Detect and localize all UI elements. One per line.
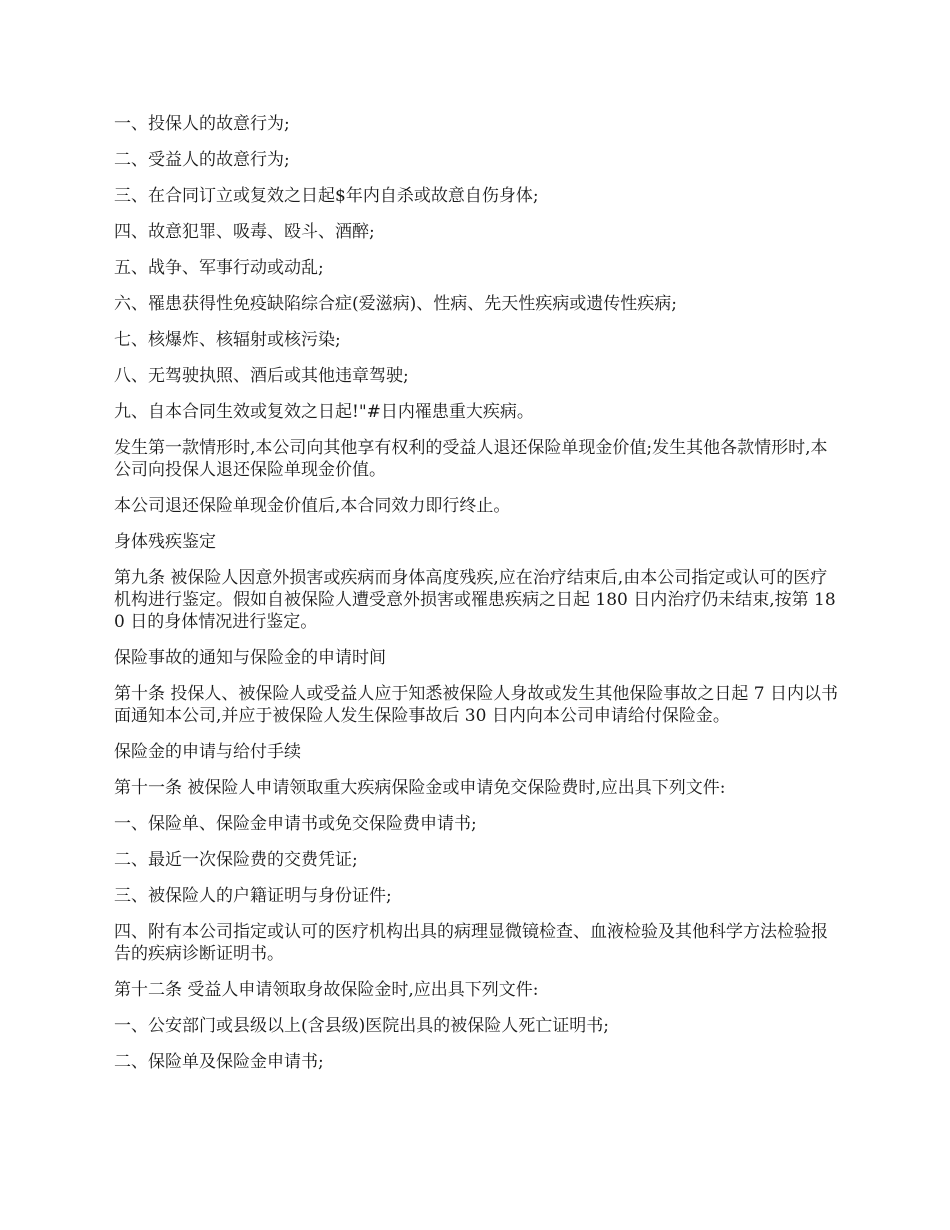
paragraph-exclusion-9: 九、自本合同生效或复效之日起!"#日内罹患重大疾病。 xyxy=(114,402,534,422)
paragraph-article-11: 第十一条 被保险人申请领取重大疾病保险金或申请免交保险费时,应出具下列文件: xyxy=(114,778,726,798)
paragraph-article-11-item-1: 一、保险单、保险金申请书或免交保险费申请书; xyxy=(114,814,477,834)
section-heading-claims: 保险金的申请与给付手续 xyxy=(114,742,301,762)
paragraph-exclusion-8: 八、无驾驶执照、酒后或其他违章驾驶; xyxy=(114,366,409,386)
paragraph-article-9: 第九条 被保险人因意外损害或疾病而身体高度残疾,应在治疗结束后,由本公司指定或认可的医疗机构进行鉴定。假如自被保险人遭受意外损害或罹患疾病之日起 180 日内治疗仍未结束,按第 180 日的身体情况进行鉴定。 xyxy=(114,568,836,632)
document-page xyxy=(114,113,844,1087)
paragraph-article-12-item-2: 二、保险单及保险金申请书; xyxy=(114,1052,324,1072)
paragraph-exclusion-7: 七、核爆炸、核辐射或核污染; xyxy=(114,330,341,350)
paragraph-refund-rules: 发生第一款情形时,本公司向其他享有权利的受益人退还保险单现金价值;发生其他各款情形时,本公司向投保人退还保险单现金价值。 xyxy=(114,438,828,480)
paragraph-exclusion-6: 六、罹患获得性免疫缺陷综合症(爱滋病)、性病、先天性疾病或遗传性疾病; xyxy=(114,294,677,314)
paragraph-article-10: 第十条 投保人、被保险人或受益人应于知悉被保险人身故或发生其他保险事故之日起 7 日内以书面通知本公司,并应于被保险人发生保险事故后 30 日内向本公司申请给付保险金。 xyxy=(114,684,839,726)
section-heading-disability: 身体残疾鉴定 xyxy=(114,532,216,552)
paragraph-exclusion-4: 四、故意犯罪、吸毒、殴斗、酒醉; xyxy=(114,222,375,242)
paragraph-termination: 本公司退还保险单现金价值后,本合同效力即行终止。 xyxy=(114,496,511,516)
paragraph-article-11-item-3: 三、被保险人的户籍证明与身份证件; xyxy=(114,886,392,906)
paragraph-article-11-item-4: 四、附有本公司指定或认可的医疗机构出具的病理显微镜检查、血液检验及其他科学方法检验报告的疾病诊断证明书。 xyxy=(114,922,828,964)
paragraph-exclusion-1: 一、投保人的故意行为; xyxy=(114,114,290,134)
paragraph-article-12-item-1: 一、公安部门或县级以上(含县级)医院出具的被保险人死亡证明书; xyxy=(114,1016,609,1036)
paragraph-exclusion-5: 五、战争、军事行动或动乱; xyxy=(114,258,324,278)
paragraph-article-11-item-2: 二、最近一次保险费的交费凭证; xyxy=(114,850,358,870)
paragraph-article-12: 第十二条 受益人申请领取身故保险金时,应出具下列文件: xyxy=(114,980,539,1000)
paragraph-exclusion-2: 二、受益人的故意行为; xyxy=(114,150,290,170)
section-heading-notification: 保险事故的通知与保险金的申请时间 xyxy=(114,648,386,668)
paragraph-exclusion-3: 三、在合同订立或复效之日起$年内自杀或故意自伤身体; xyxy=(114,186,539,206)
